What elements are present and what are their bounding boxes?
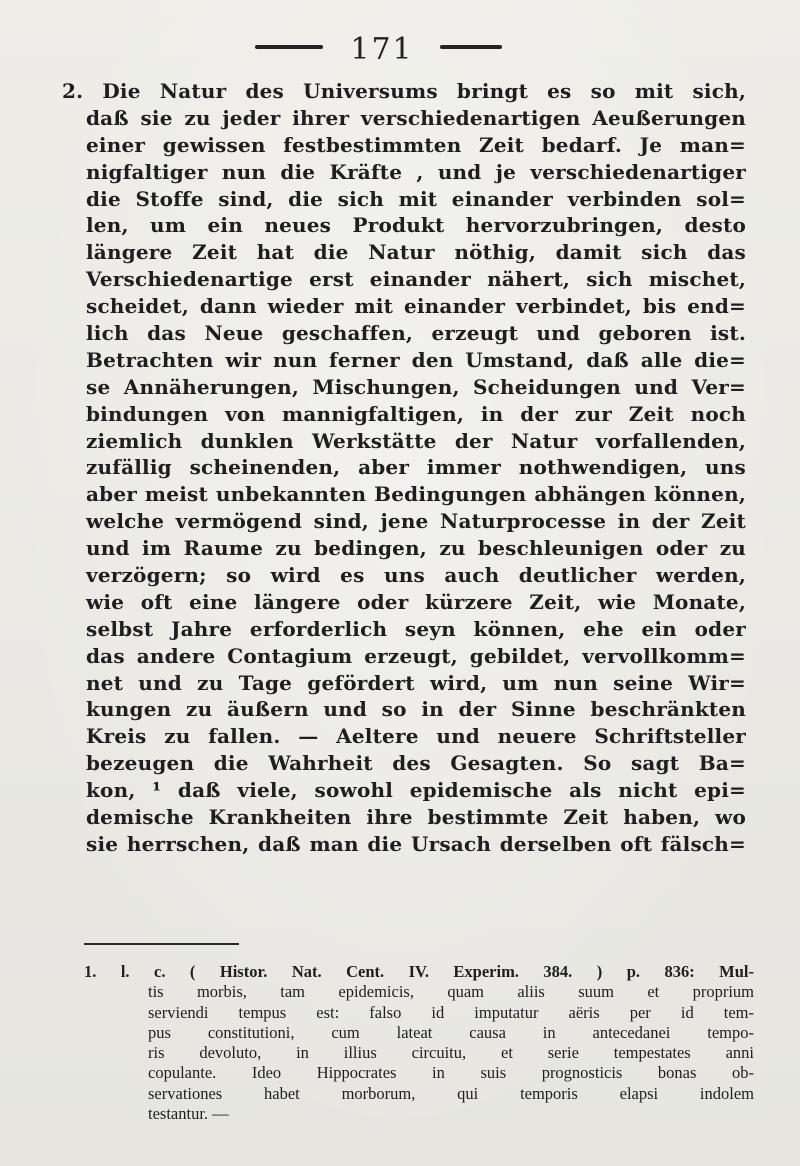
footnote-line: copulante. Ideo Hippocrates in suis prognosticis bonas ob-	[148, 1063, 754, 1083]
text-line: len, um ein neues Produkt hervorzubringen, desto	[86, 213, 746, 238]
text-line: welche vermögend sind, jene Naturprocesse in der Zeit	[86, 509, 746, 534]
footnote-line: ris devoluto, in illius circuitu, et serie tempestates anni	[148, 1043, 754, 1063]
text-line: 2. Die Natur des Universums bringt es so mit sich,	[62, 79, 746, 103]
text-line: Verschiedenartige erst einander nähert, sich mischet,	[86, 267, 746, 292]
body-text	[62, 78, 746, 858]
text-line: Kreis zu fallen. — Aeltere und neuere Schriftsteller	[86, 724, 746, 749]
footnote-separator	[84, 943, 239, 945]
text-line: kon, ¹ daß viele, sowohl epidemische als nicht epi=	[86, 778, 746, 803]
text-line: Betrachten wir nun ferner den Umstand, daß alle die=	[86, 347, 746, 372]
footnote-line: testantur. —	[148, 1104, 229, 1124]
text-line: verzögern; so wird es uns auch deutlicher werden,	[86, 563, 746, 588]
page-number: 171	[350, 32, 414, 67]
text-line: bindungen von mannigfaltigen, in der zur Zeit noch	[86, 401, 746, 426]
text-line: ziemlich dunklen Werkstätte der Natur vorfallenden,	[86, 428, 746, 453]
footnote-line: pus constitutioni, cum lateat causa in antecedanei tempo-	[148, 1022, 754, 1042]
text-line: wie oft eine längere oder kürzere Zeit, wie Monate,	[86, 589, 746, 614]
text-line: selbst Jahre erforderlich seyn können, ehe ein oder	[86, 616, 746, 641]
text-line: bezeugen die Wahrheit des Gesagten. So sagt Ba=	[86, 751, 746, 776]
header-rule-right	[440, 45, 502, 49]
text-line: demische Krankheiten ihre bestimmte Zeit haben, wo	[86, 805, 746, 830]
text-line: das andere Contagium erzeugt, gebildet, vervollkomm=	[86, 643, 746, 668]
text-line: und im Raume zu bedingen, zu beschleunigen oder zu	[86, 536, 746, 561]
footnote-line: servationes habet morborum, qui temporis elapsi indolem	[148, 1083, 754, 1103]
footnote-line: 1. l. c. ( Histor. Nat. Cent. IV. Experim. 384. ) p. 836: Mul-	[84, 962, 754, 981]
text-line: sie herrschen, daß man die Ursach derselben oft fälsch=	[86, 831, 746, 856]
text-line: zufällig scheinenden, aber immer nothwendigen, uns	[86, 455, 746, 480]
text-line: lich das Neue geschaffen, erzeugt und geboren ist.	[86, 321, 746, 346]
page-header	[0, 28, 800, 68]
footnote	[84, 962, 754, 1124]
text-line: scheidet, dann wieder mit einander verbindet, bis end=	[86, 294, 746, 319]
text-line: die Stoffe sind, die sich mit einander verbinden sol=	[86, 186, 746, 211]
footnote-line: tis morbis, tam epidemicis, quam aliis suum et proprium	[148, 982, 754, 1002]
footnote-line: serviendi tempus est: falso id imputatur aëris per id tem-	[148, 1002, 754, 1022]
text-line: nigfaltiger nun die Kräfte , und je verschiedenartiger	[86, 159, 746, 184]
text-line: net und zu Tage gefördert wird, um nun seine Wir=	[86, 670, 746, 695]
text-line: daß sie zu jeder ihrer verschiedenartigen Aeußerungen	[86, 105, 746, 130]
text-line: längere Zeit hat die Natur nöthig, damit sich das	[86, 240, 746, 265]
text-line: einer gewissen festbestimmten Zeit bedarf. Je man=	[86, 132, 746, 157]
header-rule-left	[255, 45, 323, 49]
text-line: kungen zu äußern und so in der Sinne beschränkten	[86, 697, 746, 722]
text-line: se Annäherungen, Mischungen, Scheidungen und Ver=	[86, 374, 746, 399]
text-line: aber meist unbekannten Bedingungen abhängen können,	[86, 482, 746, 507]
